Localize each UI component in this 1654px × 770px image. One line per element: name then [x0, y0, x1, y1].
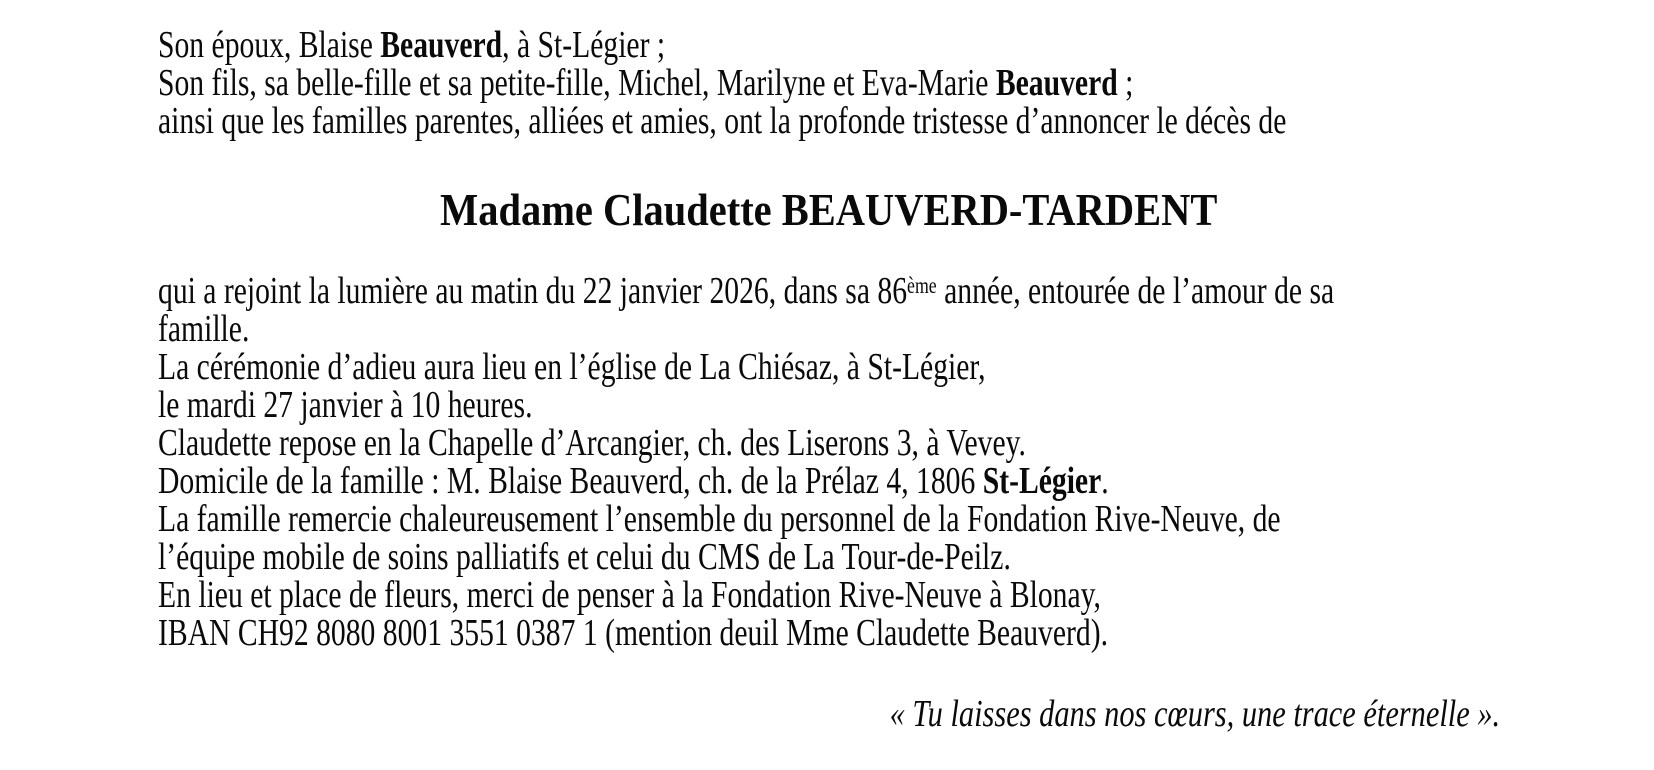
body-line-ceremony [158, 348, 1500, 386]
body-line-ceremony-time [158, 386, 1500, 424]
body-line-death-date-content [158, 272, 1334, 310]
body-line-famille [158, 310, 1500, 348]
intro-line-spouse-content [158, 26, 665, 64]
body-line-domicile-pre: Domicile de la famille : M. Blaise Beauverd, ch. de la Prélaz 4, 1806 [158, 460, 983, 502]
body-line-death-date-pre: qui a rejoint la lumière au matin du 22 janvier 2026, dans sa 86 [158, 270, 908, 312]
body-line-donation [158, 576, 1500, 614]
body-line-iban [158, 614, 1500, 652]
body-line-ceremony-time-content: le mardi 27 janvier à 10 heures. [158, 384, 533, 426]
town-name-bold: St-Légier [982, 460, 1102, 502]
body-line-death-date [158, 272, 1500, 310]
ordinal-superscript: ème [907, 272, 937, 298]
body-line-repose [158, 424, 1500, 462]
obituary-content [158, 26, 1500, 733]
body-line-thanks-1-content: La famille remercie chaleureusement l’ensemble du personnel de la Fondation Rive-Neuve, de [158, 498, 1281, 540]
family-name-bold: Beauverd [995, 62, 1118, 104]
body-line-famille-content: famille. [158, 308, 250, 350]
body-line-thanks-2-content: l’équipe mobile de soins palliatifs et celui du CMS de La Tour-de-Peilz. [158, 536, 1011, 578]
intro-line-spouse-pre: Son époux, Blaise [158, 24, 381, 66]
body-line-ceremony-content: La cérémonie d’adieu aura lieu en l’église de La Chiésaz, à St-Légier, [158, 346, 986, 388]
body-line-thanks-1 [158, 500, 1500, 538]
body-line-iban-content: IBAN CH92 8080 8001 3551 0387 1 (mention deuil Mme Claudette Beauverd). [158, 612, 1108, 654]
body-line-donation-content: En lieu et place de fleurs, merci de penser à la Fondation Rive-Neuve à Blonay, [158, 574, 1101, 616]
deceased-name-title-text: Madame Claudette BEAUVERD-TARDENT [440, 184, 1218, 235]
body-line-thanks-2 [158, 538, 1500, 576]
intro-line-children-pre: Son fils, sa belle-fille et sa petite-fille, Michel, Marilyne et Eva-Marie [158, 62, 996, 104]
body-line-domicile-post: . [1101, 460, 1109, 502]
intro-line-children-post: ; [1117, 62, 1134, 104]
intro-line-announcement [158, 102, 1500, 140]
intro-line-children-content [158, 64, 1133, 102]
body-line-death-date-post: année, entourée de l’amour de sa [936, 270, 1335, 312]
body-line-domicile-content [158, 462, 1109, 500]
intro-line-children [158, 64, 1500, 102]
body-line-domicile [158, 462, 1500, 500]
deceased-name-title [158, 182, 1500, 238]
closing-quote-text: « Tu laisses dans nos cœurs, une trace éternelle ». [889, 693, 1500, 735]
announcement-body [158, 272, 1500, 652]
body-line-repose-content: Claudette repose en la Chapelle d’Arcangier, ch. des Liserons 3, à Vevey. [158, 422, 1026, 464]
intro-line-spouse [158, 26, 1500, 64]
intro-line-spouse-post: , à St-Légier ; [502, 24, 666, 66]
closing-quote [158, 695, 1500, 733]
family-intro-block [158, 26, 1500, 140]
family-name-bold: Beauverd [380, 24, 503, 66]
intro-line-announcement-content: ainsi que les familles parentes, alliées et amies, ont la profonde tristesse d’annoncer le décès de [158, 100, 1287, 142]
